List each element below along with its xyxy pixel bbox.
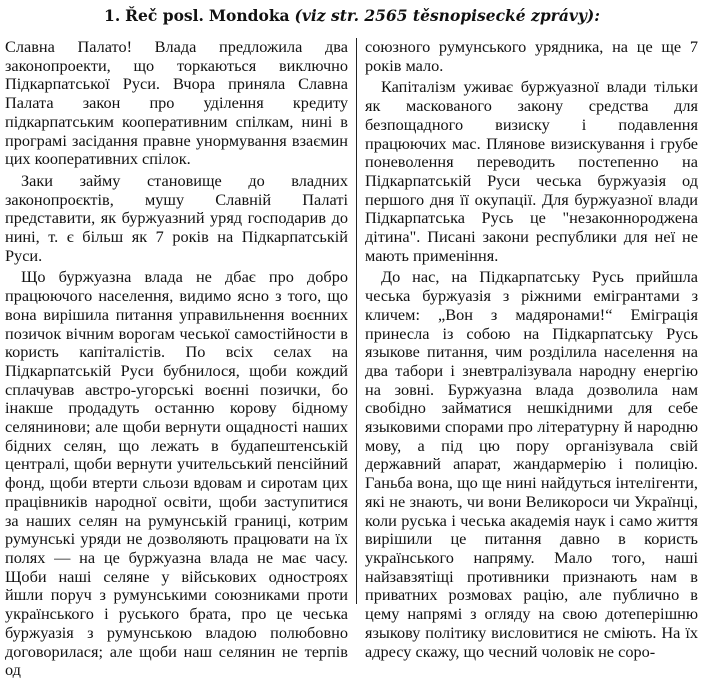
heading-number: 1. xyxy=(104,6,121,25)
right-column xyxy=(365,38,698,664)
paragraph: Заки займу становище до владних законопроєктів, мушу Славній Палаті представити, як буржуазний уряд господарив до нині, т. є більш як 7 років на Підкарпатській Руси. xyxy=(5,170,348,265)
heading-note: (viz str. 2565 těsnopisecké zprávy): xyxy=(294,6,600,25)
paragraph: союзного румунського урядника, на це ще 7 років мало. xyxy=(365,37,698,75)
column-divider xyxy=(356,38,357,604)
left-column xyxy=(5,38,348,683)
paragraph: Славна Палато! Влада предложила два законопроекти, що торкаються виключно Підкарпатської Руси. Вчора приняла Славна Палата закон про уділення кредиту підкарпатським кооперативним спілкам, нині в програмі засідання правне унормування взаємин цих кооперативних спілок. xyxy=(5,37,348,169)
paragraph: Що буржуазна влада не дбає про добро працюючого населення, видимо ясно з того, що вона вирішила питання управильнення воєнних позичок вічним ворогам чеської самостійности в користь капіталістів. По всіх селах на Підкарпатській Руси бубнилося, щоби кождий сплачував австро-угорські воєнні позички, бо інакше продадуть останню корову бідному селянинови; але щоби вернути ощадності наших бідних селян, що лежать в будапештенській централі, щоби вернути учительський пенсійний фонд, щоби втерти сльози вдовам и сиротам цих працівників народної освіти, щоби заступитися за наших селян на румунській границі, котрим румунські уряди не дозволяють працювати на їх полях — на це буржуазна влада не має часу. Щоби наші селяне у військових одностроях йшли поруч з румунськими союзниками проти українського і руського брата, про це чеська буржуазія з румунською владою полюбовно договорилася; але щоби наш селянин не терпів од xyxy=(5,267,348,680)
paragraph: Капіталізм уживає буржуазної влади тільки як маскованого закону средства для безпощадного визиску і подавлення працюючих мас. Плянове визискування і грубе поневолення переводить постепенно на Підкарпатській Руси чеська буржуазія од першого дня її окупації. Для буржуазної влади Підкарпатська Русь це "незаконнороджена дітина". Писані закони республики для неї не мають применіння. xyxy=(365,77,698,265)
heading-prefix: Řeč posl. xyxy=(125,6,204,25)
heading-speaker-name: Mondoka xyxy=(208,6,290,25)
speech-heading xyxy=(0,6,704,26)
paragraph: До нас, на Підкарпатську Русь прийшла чеська буржуазія з ріжними емігрантами з кличем: „Вон з мадяронами!“ Еміграція принесла із собою на Підкарпатську Русь языкове питання, чим розділила населення на два табори і зневтралізувала народну енергію на зовні. Буржуазна влада дозволила нам свобідно займатися нешкідними для себе языковими спорами про літературну й народню мову, а під цю пору організувала свій державний апарат, жандармерію і полицію. Ганьба вона, що ще нині найдуться інтелігенти, які не знають, чи вони Великороси чи Українці, коли руська і чеська академія наук і само життя вирішили це питання давно в користь українського напряму. Мало того, наші найзавзятіщі противники признають нам в приватних розмовах рацію, але публично в цему напрямі з огляду на свою дотеперішню языкову політику висловитися не сміють. На їх адресу скажу, що чесний чоловік не соро- xyxy=(365,267,698,661)
